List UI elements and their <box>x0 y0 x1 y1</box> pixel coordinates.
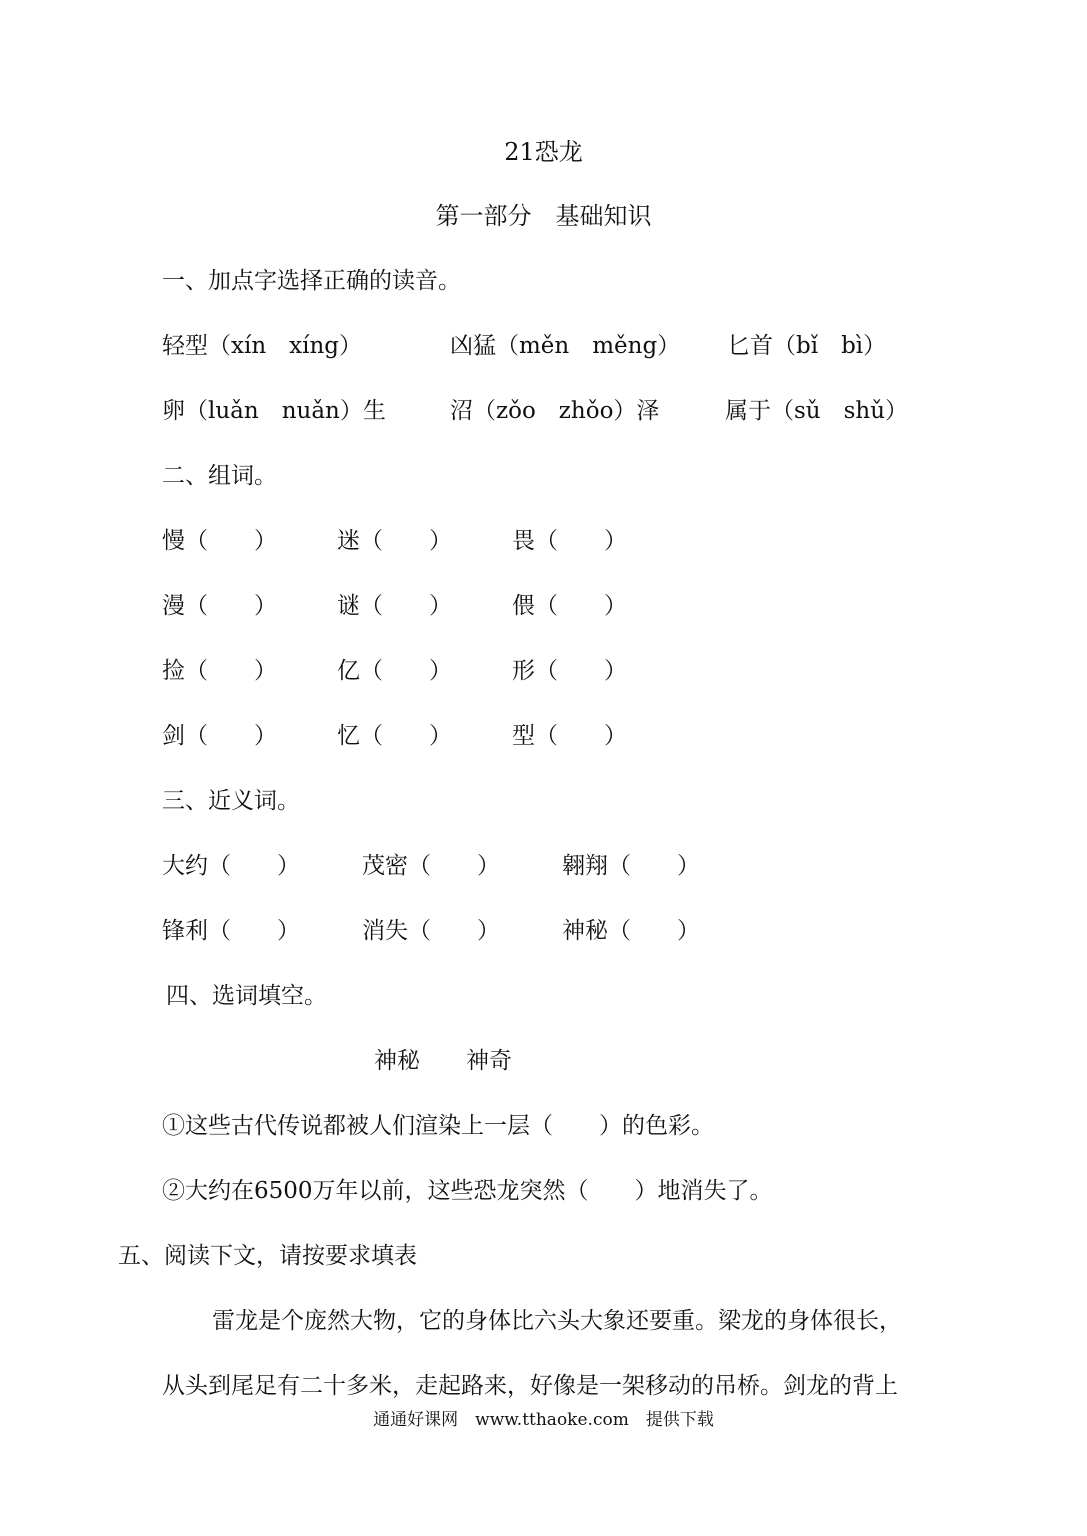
q2-item: 型（ ） <box>512 723 627 749</box>
q2-item: 慢（ ） <box>162 528 277 554</box>
q1-item: 卵（luǎn nuǎn）生 <box>162 398 386 424</box>
q1-item: 属于（sǔ shǔ） <box>725 398 909 424</box>
q2-item: 谜（ ） <box>337 593 452 619</box>
q2-item: 形（ ） <box>512 658 627 684</box>
q3-item: 锋利（ ） <box>162 918 300 944</box>
q2-item: 亿（ ） <box>337 658 452 684</box>
q3-item: 大约（ ） <box>162 853 300 879</box>
q3-heading: 三、近义词。 <box>162 788 300 814</box>
q2-heading: 二、组词。 <box>162 463 277 489</box>
q4-item: ①这些古代传说都被人们渲染上一层（ ）的色彩。 <box>162 1113 714 1139</box>
q1-item: 沼（zǒo zhǒo）泽 <box>450 398 660 424</box>
q4-word-options: 神秘 神奇 <box>374 1048 512 1074</box>
q3-item: 茂密（ ） <box>362 853 500 879</box>
q5-paragraph-line: 从头到尾足有二十多米，走起路来，好像是一架移动的吊桥。剑龙的背上 <box>162 1373 898 1399</box>
q2-item: 忆（ ） <box>337 723 452 749</box>
q2-item: 捡（ ） <box>162 658 277 684</box>
q2-item: 偎（ ） <box>512 593 627 619</box>
q3-item: 消失（ ） <box>362 918 500 944</box>
q2-item: 剑（ ） <box>162 723 277 749</box>
q4-item: ②大约在6500万年以前，这些恐龙突然（ ）地消失了。 <box>162 1178 773 1204</box>
part-title: 第一部分 基础知识 <box>435 202 652 230</box>
q5-heading: 五、阅读下文，请按要求填表 <box>118 1243 417 1269</box>
q3-item: 翱翔（ ） <box>562 853 700 879</box>
q2-item: 漫（ ） <box>162 593 277 619</box>
q1-heading: 一、加点字选择正确的读音。 <box>162 268 461 294</box>
lesson-title: 21恐龙 <box>504 138 583 166</box>
page-footer: 通通好课网 www.tthaoke.com 提供下载 <box>373 1410 714 1430</box>
q4-heading: 四、选词填空。 <box>166 983 327 1009</box>
q2-item: 迷（ ） <box>337 528 452 554</box>
q3-item: 神秘（ ） <box>562 918 700 944</box>
q1-item: 凶猛（měn měng） <box>450 333 681 359</box>
q1-item: 匕首（bǐ bì） <box>727 333 887 359</box>
q5-paragraph-line: 雷龙是个庞然大物，它的身体比六头大象还要重。梁龙的身体很长， <box>212 1308 902 1334</box>
q2-item: 畏（ ） <box>512 528 627 554</box>
q1-item: 轻型（xín xíng） <box>162 333 363 359</box>
